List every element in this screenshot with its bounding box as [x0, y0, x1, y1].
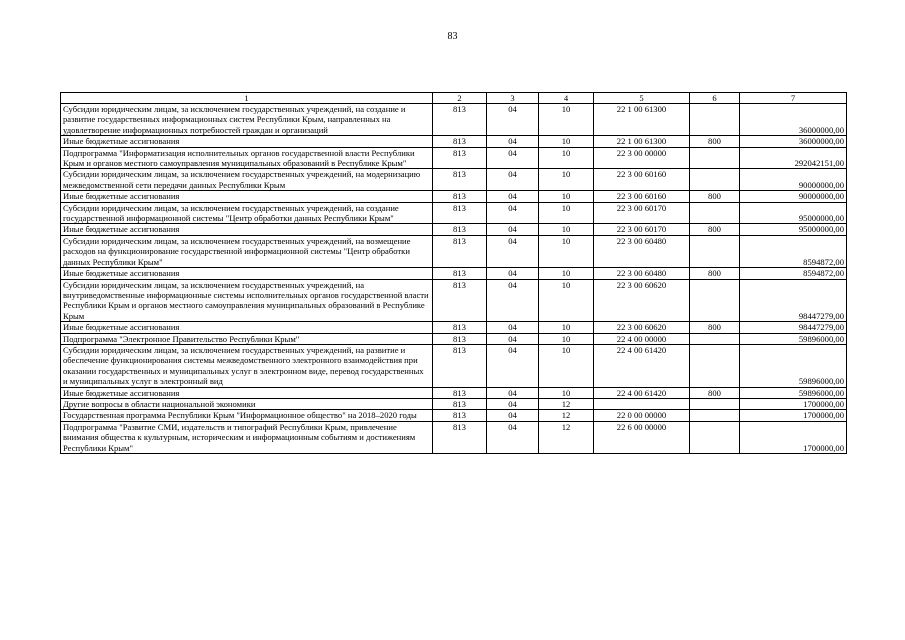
subsection-cell: 10	[539, 279, 594, 322]
subsection-cell: 12	[539, 410, 594, 421]
name-cell: Государственная программа Республики Крым "Информационное общество" на 2018–2020 годы	[61, 410, 433, 421]
table-row	[61, 191, 847, 202]
table-row	[61, 136, 847, 147]
amount-cell: 36000000,00	[740, 104, 847, 136]
amount-cell: 1700000,00	[740, 398, 847, 409]
table-row	[61, 202, 847, 224]
name-cell: Субсидии юридическим лицам, за исключением государственных учреждений, на модернизацию межведомственной сети передачи данных Республики Крым	[61, 169, 433, 191]
grbs-cell: 813	[433, 224, 487, 235]
expense-type-cell	[690, 235, 740, 267]
subsection-cell: 10	[539, 235, 594, 267]
expense-type-cell	[690, 410, 740, 421]
grbs-cell: 813	[433, 333, 487, 344]
amount-cell: 59896000,00	[740, 344, 847, 387]
header-cell: 6	[690, 93, 740, 104]
name-cell: Иные бюджетные ассигнования	[61, 268, 433, 279]
grbs-cell: 813	[433, 191, 487, 202]
subsection-cell: 10	[539, 202, 594, 224]
amount-cell: 36000000,00	[740, 136, 847, 147]
expense-type-cell	[690, 344, 740, 387]
target-article-cell: 22 6 00 00000	[594, 421, 690, 453]
header-cell: 7	[740, 93, 847, 104]
name-cell: Подпрограмма "Электронное Правительство Республики Крым"	[61, 333, 433, 344]
name-cell: Подпрограмма "Информатизация исполнительных органов государственной власти Республики Крым и органов местного самоуправления муниципальных образований в Республике Крым"	[61, 147, 433, 169]
section-cell: 04	[487, 224, 539, 235]
table-row	[61, 235, 847, 267]
table-row	[61, 268, 847, 279]
name-cell: Субсидии юридическим лицам, за исключением государственных учреждений, на возмещение расходов на функционирование государственной информационной системы "Центр обработки данных Республики Крым"	[61, 235, 433, 267]
subsection-cell: 10	[539, 268, 594, 279]
subsection-cell: 10	[539, 191, 594, 202]
target-article-cell: 22 3 00 60160	[594, 169, 690, 191]
grbs-cell: 813	[433, 398, 487, 409]
target-article-cell	[594, 398, 690, 409]
name-cell: Иные бюджетные ассигнования	[61, 136, 433, 147]
header-cell: 3	[487, 93, 539, 104]
expense-type-cell	[690, 147, 740, 169]
subsection-cell: 10	[539, 104, 594, 136]
subsection-cell: 10	[539, 387, 594, 398]
section-cell: 04	[487, 322, 539, 333]
name-cell: Субсидии юридическим лицам, за исключением государственных учреждений, на создание государственной информационной системы "Центр обработки данных Республики Крым"	[61, 202, 433, 224]
section-cell: 04	[487, 202, 539, 224]
table-row	[61, 279, 847, 322]
section-cell: 04	[487, 191, 539, 202]
name-cell: Иные бюджетные ассигнования	[61, 387, 433, 398]
name-cell: Субсидии юридическим лицам, за исключением государственных учреждений, на развитие и обеспечение функционирования системы межведомственного электронного взаимодействия при оказании государственных и муниципальных услуг в электронном виде, перевод государственных и муниципальных услуг в электронный вид	[61, 344, 433, 387]
subsection-cell: 12	[539, 421, 594, 453]
header-cell: 2	[433, 93, 487, 104]
grbs-cell: 813	[433, 268, 487, 279]
subsection-cell: 10	[539, 333, 594, 344]
expense-type-cell	[690, 333, 740, 344]
grbs-cell: 813	[433, 235, 487, 267]
amount-cell: 98447279,00	[740, 279, 847, 322]
expense-type-cell: 800	[690, 136, 740, 147]
table-row	[61, 224, 847, 235]
target-article-cell: 22 3 00 60160	[594, 191, 690, 202]
grbs-cell: 813	[433, 322, 487, 333]
expense-type-cell: 800	[690, 191, 740, 202]
section-cell: 04	[487, 169, 539, 191]
section-cell: 04	[487, 333, 539, 344]
grbs-cell: 813	[433, 147, 487, 169]
target-article-cell: 22 3 00 00000	[594, 147, 690, 169]
expense-type-cell	[690, 421, 740, 453]
name-cell: Субсидии юридическим лицам, за исключением государственных учреждений, на внутриведомственные информационные системы исполнительных органов государственной власти Республики Крым и органов местного самоуправления муниципальных образований в Республике Крым	[61, 279, 433, 322]
table-row	[61, 344, 847, 387]
table-row	[61, 421, 847, 453]
table-row	[61, 410, 847, 421]
section-cell: 04	[487, 268, 539, 279]
section-cell: 04	[487, 344, 539, 387]
amount-cell: 95000000,00	[740, 224, 847, 235]
name-cell: Другие вопросы в области национальной экономики	[61, 398, 433, 409]
table-row	[61, 147, 847, 169]
page-number: 83	[447, 31, 458, 42]
target-article-cell: 22 3 00 60480	[594, 235, 690, 267]
expense-type-cell: 800	[690, 387, 740, 398]
section-cell: 04	[487, 398, 539, 409]
target-article-cell: 22 4 00 61420	[594, 387, 690, 398]
section-cell: 04	[487, 147, 539, 169]
table-row	[61, 169, 847, 191]
table-row	[61, 387, 847, 398]
section-cell: 04	[487, 235, 539, 267]
expense-type-cell	[690, 202, 740, 224]
amount-cell: 1700000,00	[740, 410, 847, 421]
expense-type-cell	[690, 279, 740, 322]
section-cell: 04	[487, 136, 539, 147]
section-cell: 04	[487, 279, 539, 322]
expense-type-cell	[690, 169, 740, 191]
grbs-cell: 813	[433, 410, 487, 421]
header-row	[61, 93, 847, 104]
name-cell: Субсидии юридическим лицам, за исключением государственных учреждений, на создание и развитие государственных информационных систем Республики Крым, направленных на удовлетворение информационных потребностей граждан и организаций	[61, 104, 433, 136]
target-article-cell: 22 3 00 60480	[594, 268, 690, 279]
expense-type-cell	[690, 104, 740, 136]
target-article-cell: 22 3 00 60620	[594, 322, 690, 333]
grbs-cell: 813	[433, 387, 487, 398]
amount-cell: 8594872,00	[740, 268, 847, 279]
subsection-cell: 10	[539, 136, 594, 147]
header-cell: 1	[61, 93, 433, 104]
name-cell: Иные бюджетные ассигнования	[61, 322, 433, 333]
amount-cell: 8594872,00	[740, 235, 847, 267]
budget-table	[60, 92, 847, 454]
amount-cell: 59896000,00	[740, 387, 847, 398]
header-cell: 4	[539, 93, 594, 104]
section-cell: 04	[487, 421, 539, 453]
grbs-cell: 813	[433, 279, 487, 322]
grbs-cell: 813	[433, 169, 487, 191]
name-cell: Иные бюджетные ассигнования	[61, 191, 433, 202]
subsection-cell: 10	[539, 224, 594, 235]
grbs-cell: 813	[433, 136, 487, 147]
amount-cell: 98447279,00	[740, 322, 847, 333]
grbs-cell: 813	[433, 344, 487, 387]
section-cell: 04	[487, 104, 539, 136]
amount-cell: 59896000,00	[740, 333, 847, 344]
target-article-cell: 22 0 00 00000	[594, 410, 690, 421]
target-article-cell: 22 4 00 61420	[594, 344, 690, 387]
expense-type-cell: 800	[690, 268, 740, 279]
expense-type-cell	[690, 398, 740, 409]
target-article-cell: 22 3 00 60170	[594, 202, 690, 224]
target-article-cell: 22 1 00 61300	[594, 136, 690, 147]
target-article-cell: 22 3 00 60170	[594, 224, 690, 235]
amount-cell: 95000000,00	[740, 202, 847, 224]
expense-type-cell: 800	[690, 322, 740, 333]
target-article-cell: 22 3 00 60620	[594, 279, 690, 322]
grbs-cell: 813	[433, 421, 487, 453]
amount-cell: 292042151,00	[740, 147, 847, 169]
grbs-cell: 813	[433, 104, 487, 136]
subsection-cell: 10	[539, 169, 594, 191]
table-row	[61, 333, 847, 344]
target-article-cell: 22 4 00 00000	[594, 333, 690, 344]
section-cell: 04	[487, 387, 539, 398]
subsection-cell: 10	[539, 344, 594, 387]
amount-cell: 90000000,00	[740, 169, 847, 191]
table-row	[61, 398, 847, 409]
section-cell: 04	[487, 410, 539, 421]
target-article-cell: 22 1 00 61300	[594, 104, 690, 136]
amount-cell: 90000000,00	[740, 191, 847, 202]
name-cell: Иные бюджетные ассигнования	[61, 224, 433, 235]
subsection-cell: 10	[539, 322, 594, 333]
table-row	[61, 104, 847, 136]
header-cell: 5	[594, 93, 690, 104]
grbs-cell: 813	[433, 202, 487, 224]
table-row	[61, 322, 847, 333]
subsection-cell: 12	[539, 398, 594, 409]
expense-type-cell: 800	[690, 224, 740, 235]
subsection-cell: 10	[539, 147, 594, 169]
amount-cell: 1700000,00	[740, 421, 847, 453]
name-cell: Подпрограмма "Развитие СМИ, издательств и типографий Республики Крым, привлечение внимания общества к культурным, историческим и информационным событиям и достижениям Республики Крым"	[61, 421, 433, 453]
